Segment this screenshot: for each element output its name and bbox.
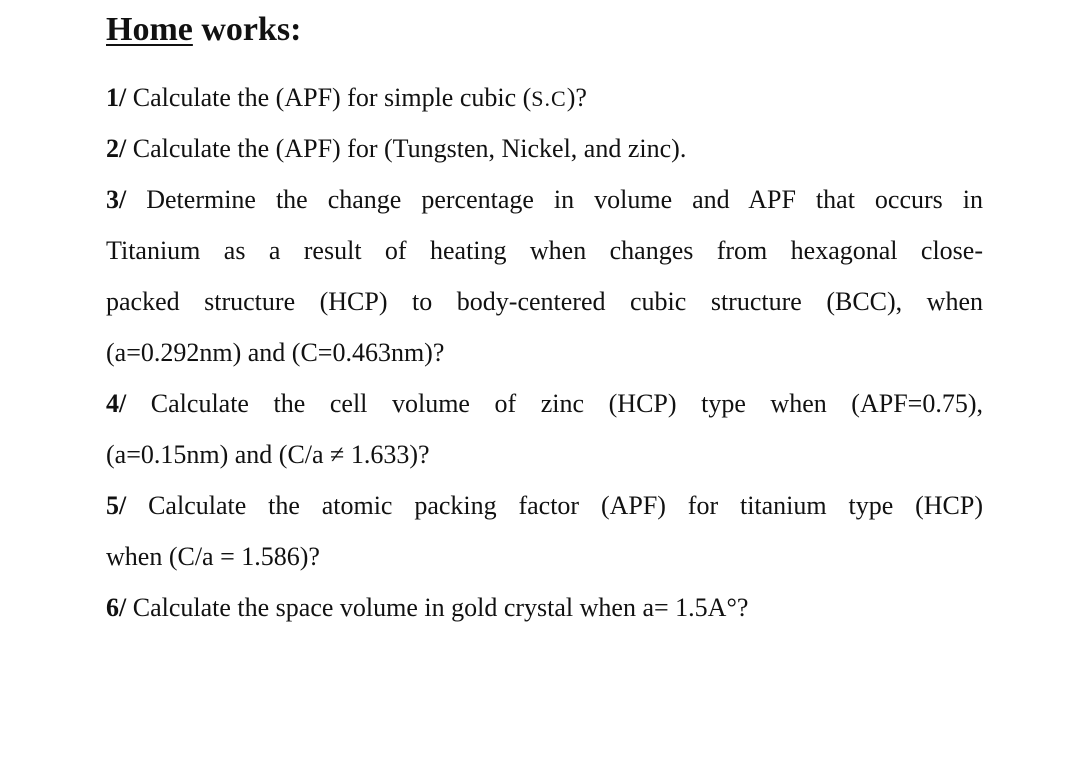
title-underlined-word: Home [106, 11, 193, 48]
question-5-line-2: when (C/a = 1.586)? [106, 542, 320, 571]
title-rest: works: [192, 11, 302, 48]
question-text-end: )? [566, 83, 587, 112]
question-text: Calculate the atomic packing factor (APF) for titanium type (HCP) [126, 491, 983, 520]
question-3-line-2: Titanium as a result of heating when changes from hexagonal close- [106, 236, 983, 265]
question-number: 3/ [106, 185, 127, 214]
question-3-line-1 [106, 183, 983, 217]
question-6 [106, 591, 983, 625]
question-2 [106, 132, 983, 166]
question-number: 2/ [106, 134, 127, 163]
question-text: Determine the change percentage in volume and APF that occurs in [126, 185, 983, 214]
question-number: 4/ [106, 389, 127, 418]
question-number: 1/ [106, 83, 127, 112]
question-text: Calculate the cell volume of zinc (HCP) type when (APF=0.75), [126, 389, 983, 418]
question-text: Calculate the (APF) for (Tungsten, Nickel, and zinc). [126, 134, 687, 163]
question-4-line-2: (a=0.15nm) and (C/a ≠ 1.633)? [106, 440, 430, 469]
question-text: Calculate the (APF) for simple cubic ( [126, 83, 532, 112]
question-text-small-caps: S.C [531, 86, 567, 111]
question-number: 6/ [106, 593, 127, 622]
question-3-line-4: (a=0.292nm) and (C=0.463nm)? [106, 338, 445, 367]
question-number: 5/ [106, 491, 127, 520]
question-1 [106, 81, 983, 116]
question-3-line-3: packed structure (HCP) to body-centered cubic structure (BCC), when [106, 287, 983, 316]
question-text: Calculate the space volume in gold crystal when a= 1.5A°? [126, 593, 749, 622]
question-5-line-1 [106, 489, 983, 523]
page-title [106, 8, 301, 52]
question-4-line-1 [106, 387, 983, 421]
